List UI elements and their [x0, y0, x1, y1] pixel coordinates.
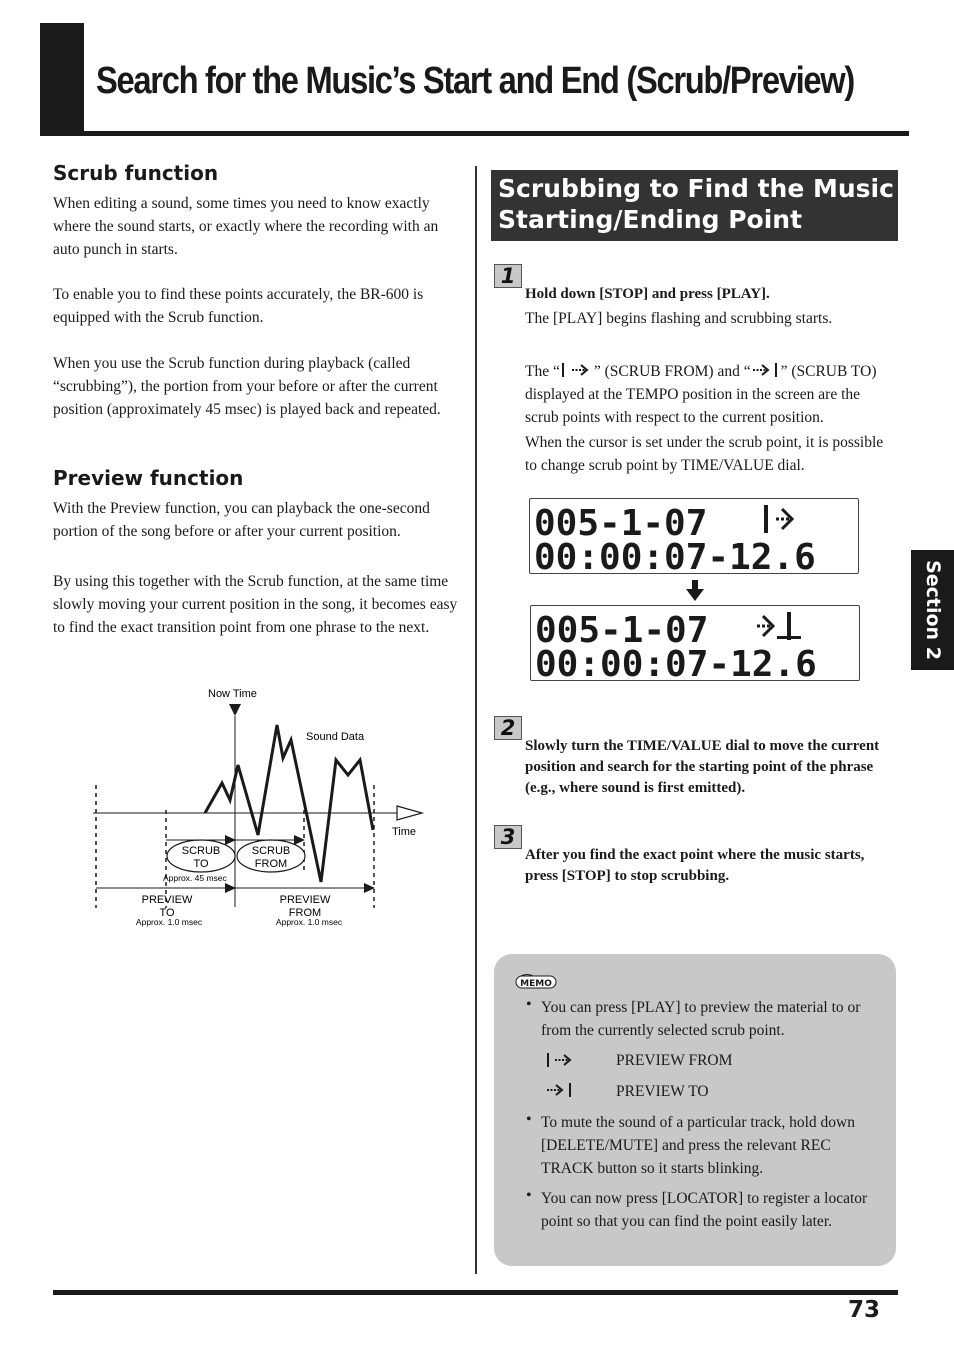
memo-bullet-1-text: You can press [PLAY] to preview the material to or from the currently selected scrub point.	[541, 999, 861, 1039]
scrub-preview-diagram	[85, 680, 435, 930]
step-1-instruction: Hold down [STOP] and press [PLAY].	[525, 286, 770, 302]
memo-bullet-2-text: To mute the sound of a particular track, hold down [DELETE/MUTE] and press the relevant REC TRACK button so it starts blinking.	[541, 1114, 855, 1177]
scrub-text-a: The “	[525, 363, 560, 380]
page-number: 73	[848, 1297, 881, 1323]
lcd-display-scrub-to	[530, 605, 860, 681]
now-time-label: Now Time	[208, 688, 257, 700]
scrub-from-label-2: FROM	[254, 858, 288, 870]
scrub-paragraph-3: When you use the Scrub function during playback (called “scrubbing”), the portion from your before or after the current position (approximately 45 msec) is played back and repeated.	[53, 355, 441, 418]
bullet-dot: •	[526, 996, 532, 1013]
memo-bullet-3	[526, 1187, 876, 1233]
scrub-to-label-2: TO	[193, 858, 209, 870]
section-title-line-1: Scrubbing to Find the Music	[498, 174, 894, 203]
preview-to-icon	[545, 1082, 575, 1098]
memo-bullet-2	[526, 1111, 871, 1180]
step-3-instruction: After you find the exact point where the music starts, press [STOP] to stop scrubbing.	[525, 847, 865, 884]
section-tab-label: Section 2	[921, 560, 944, 660]
lcd-display-scrub-from	[529, 498, 859, 574]
column-divider	[475, 166, 477, 1274]
preview-to-label-2: TO	[159, 907, 175, 919]
memo-badge-icon	[515, 973, 557, 990]
step-1-cursor-text: When the cursor is set under the scrub point, it is possible to change scrub point by TIME/VALUE dial.	[525, 434, 884, 474]
scrub-paragraph-2: To enable you to find these points accurately, the BR-600 is equipped with the Scrub function.	[53, 286, 424, 326]
scrub-to-label-1: SCRUB	[181, 845, 221, 857]
section-title-line-2: Starting/Ending Point	[498, 205, 803, 234]
memo-badge-text: MEMO	[520, 979, 552, 989]
bottom-rule	[53, 1290, 898, 1295]
section-header	[491, 170, 898, 241]
lcd-1-line-2: 00:00:07-12.6	[534, 537, 816, 573]
preview-from-label: PREVIEW FROM	[616, 1052, 733, 1069]
step-3-number: 3	[494, 825, 522, 849]
preview-to-label-1: PREVIEW	[141, 894, 193, 906]
lcd-1-scrub-from-icon	[764, 505, 792, 533]
memo-bullet-3-text: You can now press [LOCATOR] to register a locator point so that you can find the point easily later.	[541, 1190, 868, 1230]
lcd-1-line-1: 005-1-07	[534, 503, 708, 544]
now-time-arrow	[229, 704, 241, 716]
preview-from-icon	[545, 1052, 575, 1068]
scrub-text-c: ” (SCRUB TO) displayed at the TEMPO position in the screen are the scrub points with respect to the current position.	[525, 363, 877, 426]
approx-45-label: Approx. 45 msec	[163, 873, 227, 883]
memo-bullet-1	[526, 996, 871, 1042]
time-axis-arrow	[397, 806, 422, 820]
preview-from-label-2: FROM	[288, 907, 322, 919]
scrub-to-icon	[751, 362, 781, 378]
sound-data-label: Sound Data	[306, 731, 365, 743]
preview-function-heading: Preview function	[53, 466, 244, 490]
scrub-text-b: ” (SCRUB FROM) and “	[593, 363, 751, 380]
down-arrow-icon	[686, 580, 704, 602]
step-1-scrub-points-text	[525, 360, 897, 429]
preview-paragraph-2: By using this together with the Scrub function, at the same time slowly moving your current position in the song, it becomes easy to find the exact transition point from one phrase to the next.	[53, 573, 458, 636]
step-1-number: 1	[494, 264, 522, 288]
bullet-dot: •	[526, 1187, 532, 1204]
time-label: Time	[392, 826, 417, 838]
approx-1-left-label: Approx. 1.0 msec	[135, 917, 203, 927]
step-2-number: 2	[494, 716, 522, 740]
approx-1-right-label: Approx. 1.0 msec	[275, 917, 343, 927]
section-tab	[911, 550, 954, 670]
scrub-from-label-1: SCRUB	[251, 845, 291, 857]
preview-to-label: PREVIEW TO	[616, 1083, 709, 1100]
scrub-from-icon	[560, 362, 594, 378]
lcd-2-line-1: 005-1-07	[535, 610, 709, 651]
preview-from-label-1: PREVIEW	[279, 894, 331, 906]
preview-paragraph-1: With the Preview function, you can playback the one-second portion of the song before or after your current position.	[53, 500, 430, 540]
bullet-dot: •	[526, 1111, 532, 1128]
scrub-paragraph-1: When editing a sound, some times you need to know exactly where the sound starts, or exactly where the recording with an auto punch in starts.	[53, 195, 439, 258]
title-rule	[40, 131, 909, 136]
step-2-instruction: Slowly turn the TIME/VALUE dial to move the current position and search for the starting point of the phrase (e.g., where sound is first emitted).	[525, 738, 880, 796]
scrub-function-heading: Scrub function	[53, 161, 219, 185]
lcd-2-scrub-to-icon	[757, 612, 801, 640]
step-1-result: The [PLAY] begins flashing and scrubbing starts.	[525, 310, 833, 327]
title-block	[40, 23, 84, 135]
page-title: Search for the Music’s Start and End (Scrub/Preview)	[96, 60, 854, 102]
lcd-2-line-2: 00:00:07-12.6	[535, 644, 817, 680]
